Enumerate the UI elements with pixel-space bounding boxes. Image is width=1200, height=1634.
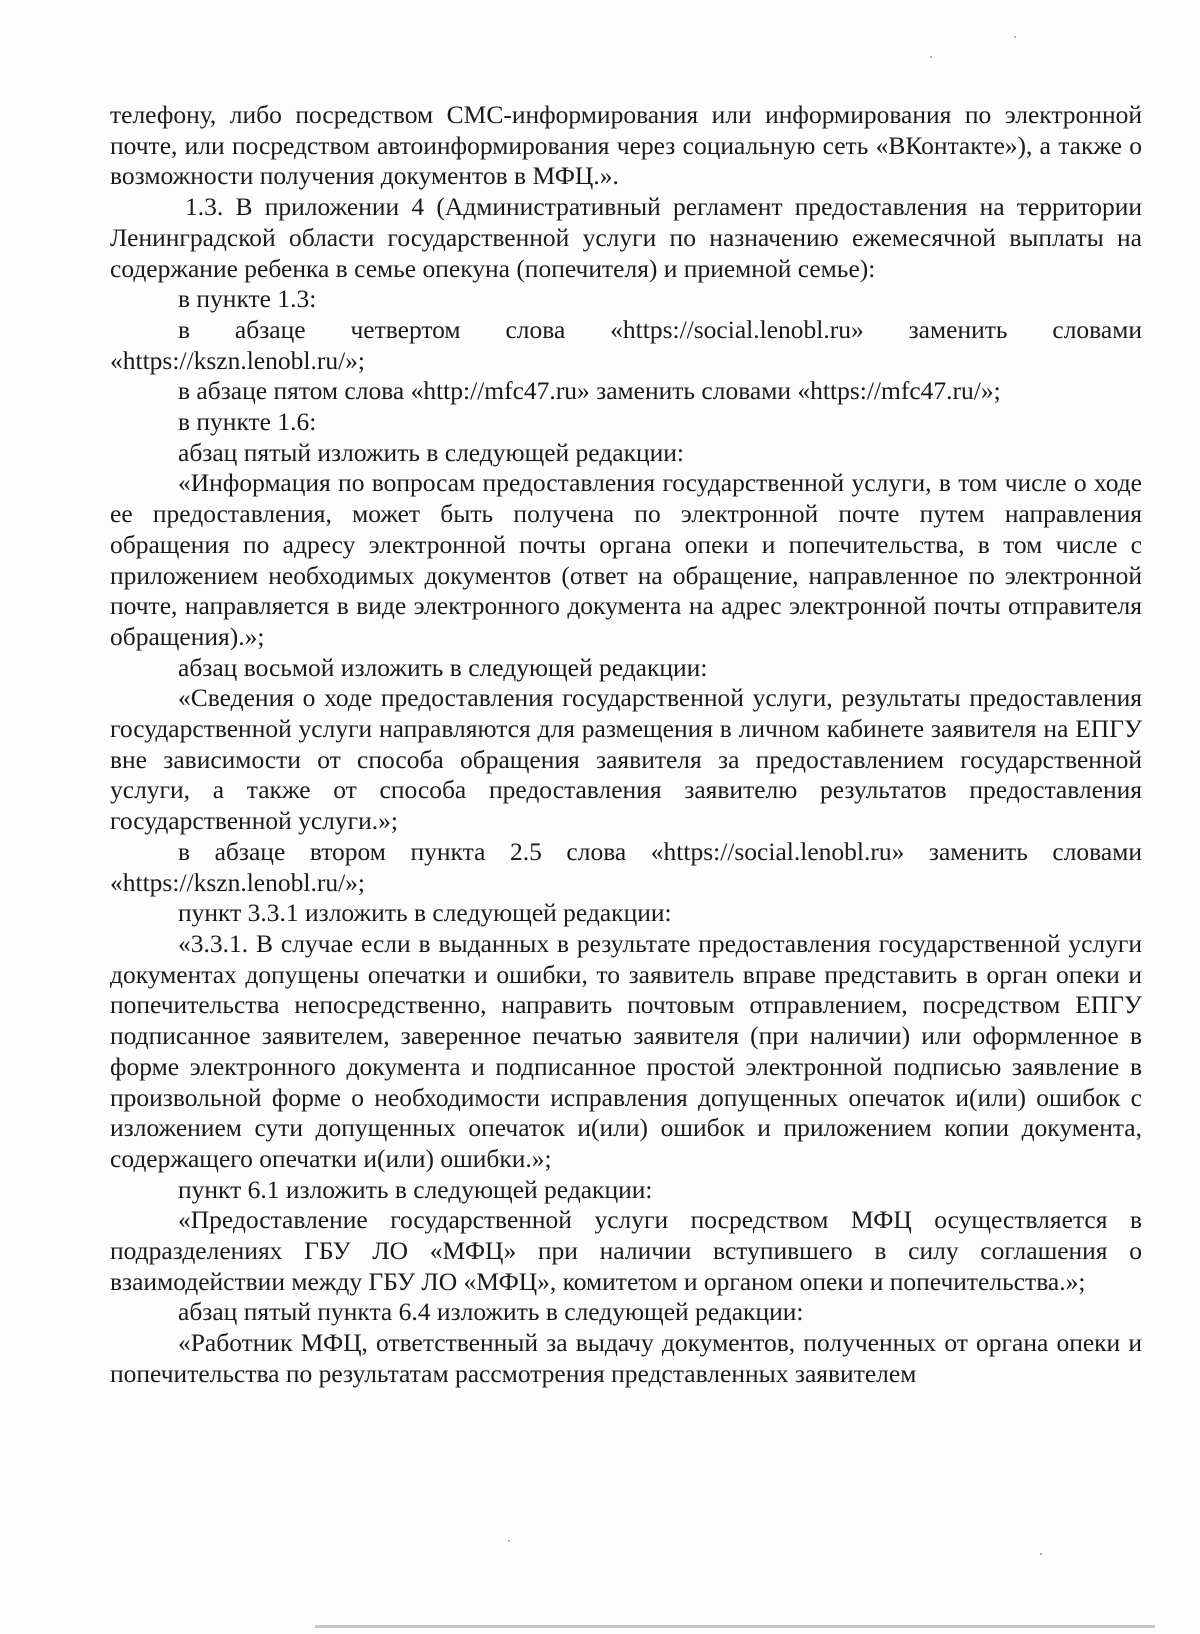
document-body <box>110 100 1142 1390</box>
paragraph-quote-3-3-1: «3.3.1. В случае если в выданных в результате предоставления государственной услуги документах допущены опечатки и ошибки, то заявитель вправе представить в орган опеки и попечительства непосредственно, направить почтовым отправлением, посредством ЕПГУ подписанное заявителем, заверенное печатью заявителя (при наличии) или оформленное в форме электронного документа и подписанное простой электронной подписью заявление в произвольной форме о необходимости исправления допущенных опечаток и(или) ошибок с изложением сути допущенных опечаток и(или) ошибок и приложением копии документа, содержащего опечатки и(или) ошибки.»; <box>110 928 1142 1173</box>
scan-bottom-edge <box>315 1625 1155 1628</box>
paragraph-point-1-3: в пункте 1.3: <box>178 284 317 314</box>
scan-speck <box>1014 36 1016 38</box>
paragraph-abzac-4: в абзаце четвертом слова «https://social.lenobl.ru» заменить словами «https://kszn.lenobl.ru/»; <box>110 314 1142 375</box>
paragraph-item-1-3: 1.3. В приложении 4 (Административный регламент предоставления на территории Ленинградской области государственной услуги по назначению ежемесячной выплаты на содержание ребенка в семье опекуна (попечителя) и приемной семье): <box>110 192 1142 283</box>
paragraph-quote-6-4: «Работник МФЦ, ответственный за выдачу документов, полученных от органа опеки и попечительства по результатам рассмотрения представленных заявителем <box>110 1328 1142 1388</box>
scan-speck <box>508 1540 510 1542</box>
paragraph-point-6-4-edit: абзац пятый пункта 6.4 изложить в следующей редакции: <box>178 1297 804 1327</box>
paragraph-point-1-6: в пункте 1.6: <box>178 407 317 437</box>
paragraph-point-6-1-edit: пункт 6.1 изложить в следующей редакции: <box>178 1174 653 1204</box>
paragraph-continuation: телефону, либо посредством СМС-информирования или информирования по электронной почте, или посредством автоинформирования через социальную сеть «ВКонтакте»), а также о возможности получения документов в МФЦ.». <box>110 100 1142 191</box>
paragraph-abzac-5: в абзаце пятом слова «http://mfc47.ru» заменить словами «https://mfc47.ru/»; <box>178 376 1001 406</box>
paragraph-point-2-5: в абзаце втором пункта 2.5 слова «https://social.lenobl.ru» заменить словами «https://kszn.lenobl.ru/»; <box>110 836 1142 897</box>
paragraph-point-3-3-1-edit: пункт 3.3.1 изложить в следующей редакции: <box>178 898 672 928</box>
paragraph-abzac-8-edit: абзац восьмой изложить в следующей редакции: <box>178 652 708 682</box>
paragraph-abzac-5-edit: абзац пятый изложить в следующей редакции: <box>178 437 684 467</box>
paragraph-quote-6-1: «Предоставление государственной услуги посредством МФЦ осуществляется в подразделениях ГБУ ЛО «МФЦ» при наличии вступившего в силу соглашения о взаимодействии между ГБУ ЛО «МФЦ», комитетом и органом опеки и попечительства.»; <box>110 1205 1142 1296</box>
scan-speck <box>1040 1553 1042 1555</box>
scan-speck <box>930 56 932 58</box>
paragraph-quote-info: «Информация по вопросам предоставления государственной услуги, в том числе о ходе ее предоставления, может быть получена по электронной почте путем направления обращения по адресу электронной почты органа опеки и попечительства, в том числе с приложением необходимых документов (ответ на обращение, направленное по электронной почте, направляется в виде электронного документа на адрес электронной почты отправителя обращения).»; <box>110 468 1142 651</box>
paragraph-quote-status: «Сведения о ходе предоставления государственной услуги, результаты предоставления государственной услуги направляются для размещения в личном кабинете заявителя на ЕПГУ вне зависимости от способа обращения заявителя за предоставлением государственной услуги, а также от способа предоставления заявителю результатов предоставления государственной услуги.»; <box>110 683 1142 836</box>
